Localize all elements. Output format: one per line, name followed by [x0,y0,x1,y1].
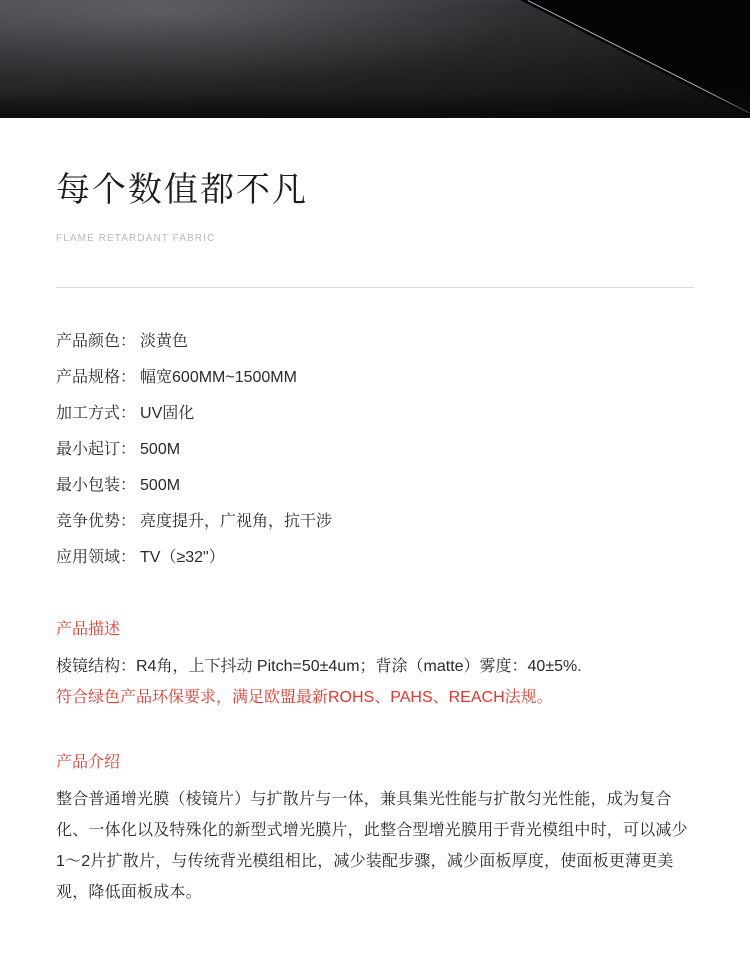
spec-row [56,540,694,576]
hero-bottom-fade [0,92,750,118]
introduction-body: 整合普通增光膜（棱镜片）与扩散片与一体，兼具集光性能与扩散匀光性能，成为复合化、一体化以及特殊化的新型式增光膜片，此整合型增光膜用于背光模组中时，可以减少1～2片扩散片，与传统背光模组相比，减少装配步骤，减少面板厚度，使面板更薄更美观，降低面板成本。 [56,790,688,901]
spec-value: 500M [140,476,181,494]
spec-label: 产品颜色： [56,332,137,350]
spec-list [56,324,694,576]
spec-label: 加工方式： [56,404,137,422]
spec-value: UV固化 [140,404,195,422]
page-title: 每个数值都不凡 [56,171,308,209]
spec-label: 最小包装： [56,476,137,494]
spec-label: 产品规格： [56,368,137,386]
title-divider [56,287,694,288]
section-product-description [56,616,694,713]
section-heading: 产品描述 [56,620,121,638]
spec-row [56,504,694,540]
content-area [0,118,750,908]
spec-row [56,324,694,360]
spec-label: 应用领域： [56,548,137,566]
description-line-1: 棱镜结构：R4角，上下抖动 Pitch=50±4um；背涂（matte）雾度：40±5%. [56,657,582,675]
page-subtitle: FLAME RETARDANT FABRIC [56,232,216,244]
section-heading: 产品介绍 [56,753,121,771]
spec-row [56,396,694,432]
spec-row [56,360,694,396]
spec-label: 竞争优势： [56,512,137,530]
hero-banner-image [0,0,750,118]
spec-row [56,432,694,468]
description-line-2: 符合绿色产品环保要求，满足欧盟最新ROHS、PAHS、REACH法规。 [56,688,553,706]
spec-label: 最小起订： [56,440,137,458]
spec-value: 幅宽600MM~1500MM [140,368,297,386]
spec-value: 淡黄色 [140,332,189,350]
spec-value: 500M [140,440,181,458]
spec-value: 亮度提升，广视角，抗干涉 [140,512,333,530]
section-product-introduction [56,749,694,908]
spec-row [56,468,694,504]
spec-value: TV（≥32"） [140,548,225,566]
